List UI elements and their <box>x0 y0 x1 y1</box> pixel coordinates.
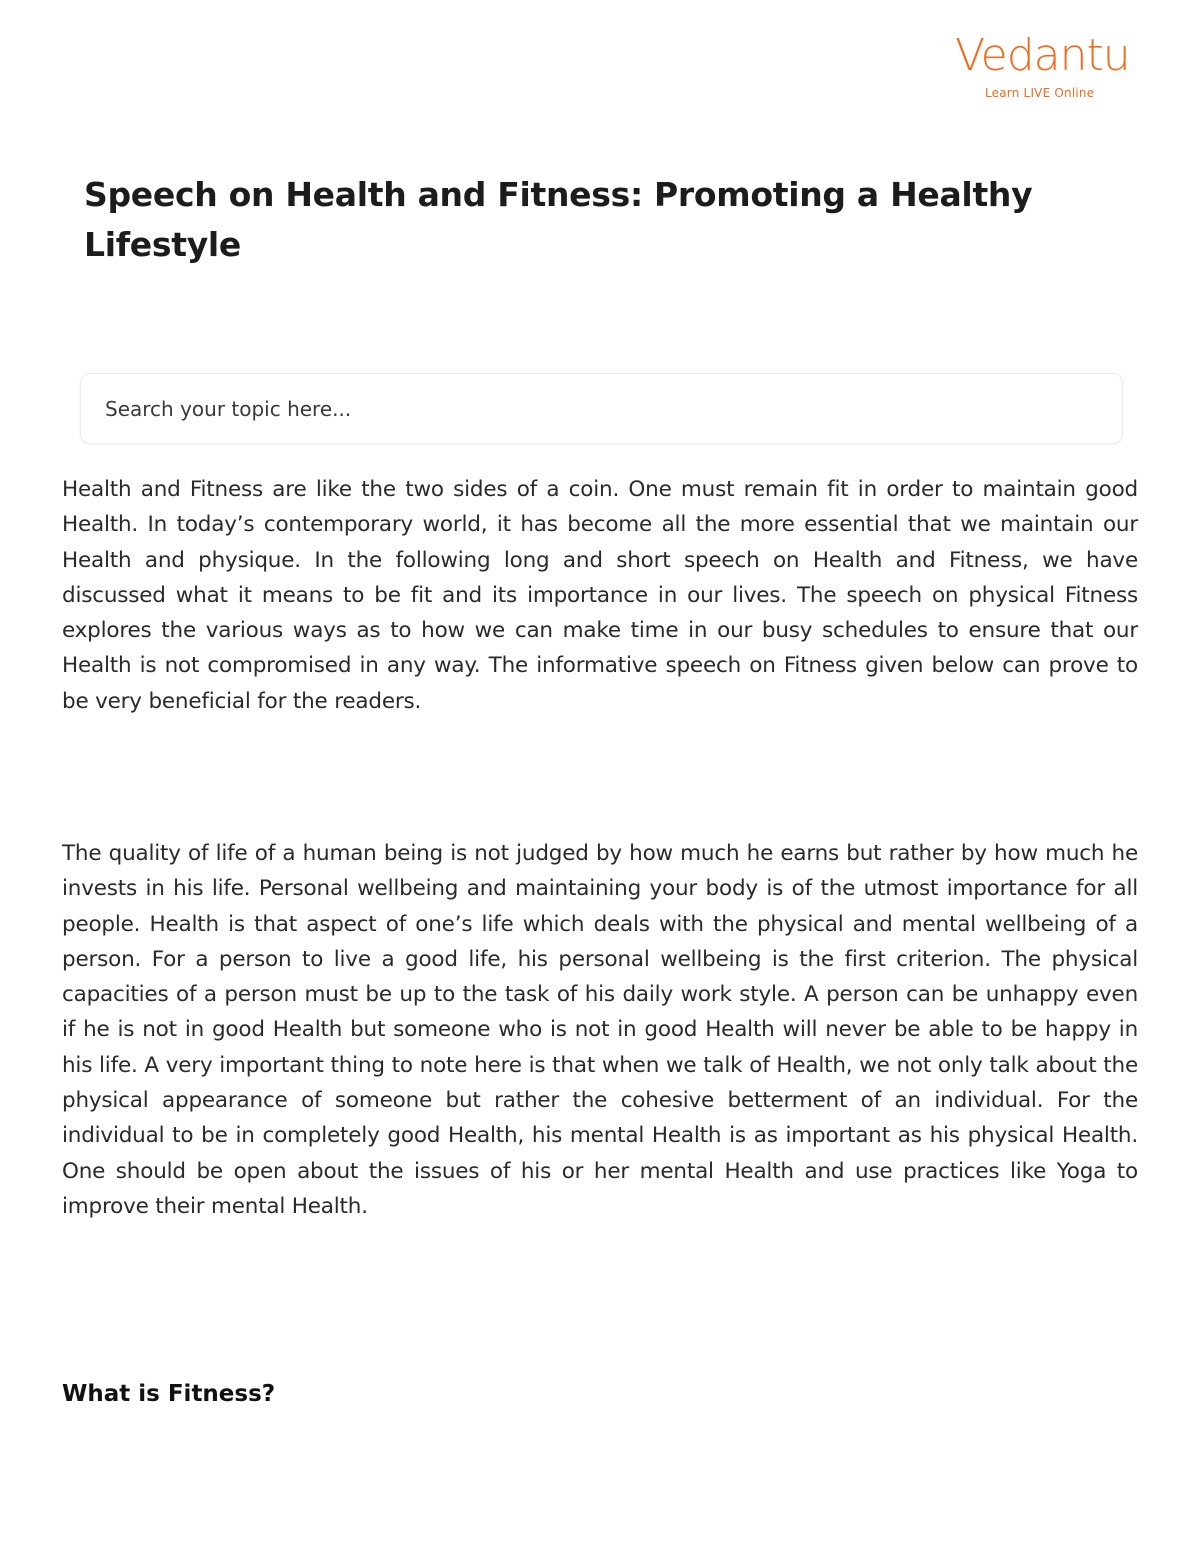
search-placeholder[interactable]: Search your topic here... <box>105 397 352 421</box>
page-title: Speech on Health and Fitness: Promoting a Healthy Lifestyle <box>84 175 1033 264</box>
intro-paragraph: Health and Fitness are like the two sides of a coin. One must remain fit in order to maintain good Health. In today’s contemporary world, it has become all the more essential that we maintain our Health and physique. In the following long and short speech on Health and Fitness, we have discussed what it means to be fit and its importance in our lives. The speech on physical Fitness explores the various ways as to how we can make time in our busy schedules to ensure that our Health is not compromised in any way. The informative speech on Fitness given below can prove to be very beneficial for the readers. <box>62 477 1138 714</box>
body-paragraph: The quality of life of a human being is not judged by how much he earns but rather by how much he invests in his life. Personal wellbeing and maintaining your body is of the utmost importance for all people. Health is that aspect of one’s life which deals with the physical and mental wellbeing of a person. For a person to live a good life, his personal wellbeing is the first criterion. The physical capacities of a person must be up to the task of his daily work style. A person can be unhappy even if he is not in good Health but someone who is not in good Health will never be able to be happy in his life. A very important thing to note here is that when we talk of Health, we not only talk about the physical appearance of someone but rather the cohesive betterment of an individual. For the individual to be in completely good Health, his mental Health is as important as his physical Health. One should be open about the issues of his or her mental Health and use practices like Yoga to improve their mental Health. <box>62 841 1138 1219</box>
logo-tagline: Learn LIVE Online <box>985 86 1095 100</box>
section-heading: What is Fitness? <box>62 1381 276 1407</box>
logo-wordmark: Vedantu <box>955 30 1130 81</box>
search-box[interactable] <box>80 373 1123 444</box>
vedantu-logo <box>955 30 1130 110</box>
